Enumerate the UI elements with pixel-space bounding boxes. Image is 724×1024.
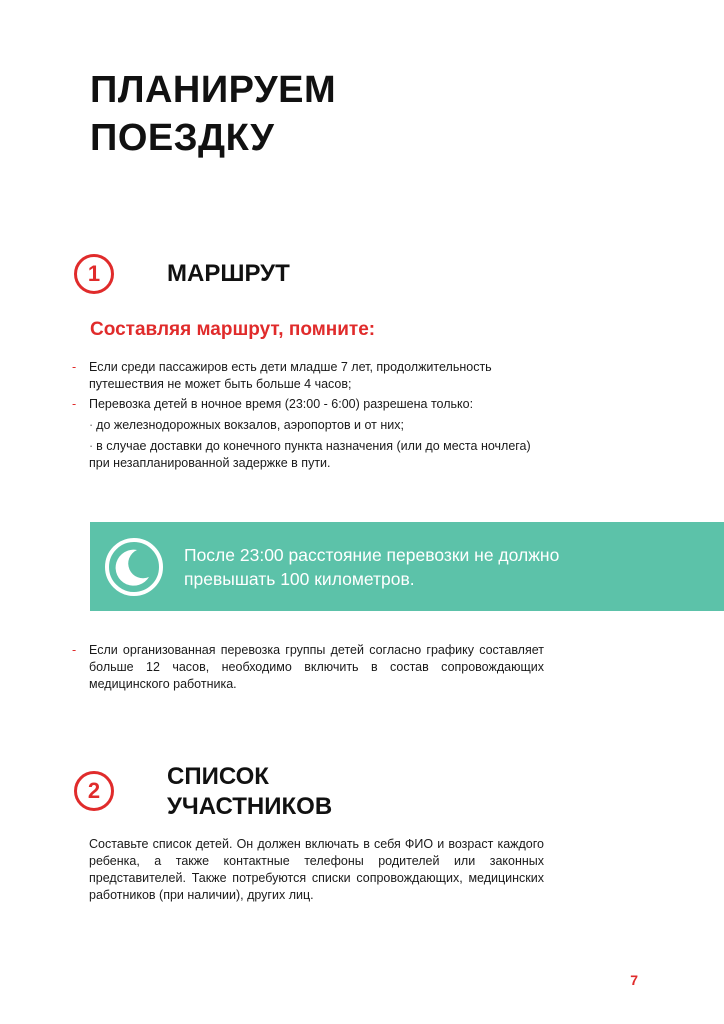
page-number: 7: [630, 972, 638, 988]
moon-icon: [104, 537, 164, 597]
list-subitem-text: до железнодорожных вокзалов, аэропортов и от них;: [96, 418, 404, 432]
dot-bullet: ·: [89, 418, 94, 432]
notice-text: [184, 543, 559, 591]
medical-rule-list: [72, 642, 544, 696]
notice-line: После 23:00 расстояние перевозки не должно: [184, 544, 560, 565]
section-number-2: 2: [74, 771, 114, 811]
list-item-text: Перевозка детей в ночное время (23:00 - 6:00) разрешена только:: [89, 397, 474, 411]
section-title-route: МАРШРУТ: [167, 260, 290, 287]
section-title-line: СПИСОК: [167, 763, 269, 790]
list-subitem: [72, 417, 544, 434]
dash-bullet: -: [72, 397, 77, 411]
list-subitem-text: в случае доставки до конечного пункта назначения (или до места ночлега) при незапланированной задержке в пути.: [89, 439, 531, 470]
notice-line: превышать 100 километров.: [184, 568, 415, 589]
list-item: [72, 396, 544, 413]
list-item: [72, 642, 544, 693]
section-number-1: 1: [74, 254, 114, 294]
list-item: [72, 359, 544, 393]
section-title-participants: [167, 762, 332, 822]
section-title-line: УЧАСТНИКОВ: [167, 793, 333, 820]
dash-bullet: -: [72, 643, 77, 657]
dot-bullet: ·: [89, 439, 94, 453]
night-notice-banner: [90, 522, 724, 611]
participants-paragraph: Составьте список детей. Он должен включать в себя ФИО и возраст каждого ребенка, а также контактные телефоны родителей или законных представителей. Также потребуются списки сопровождающих, медицинских работников (при наличии), других лиц.: [89, 837, 544, 902]
list-item-text: Если организованная перевозка группы детей согласно графику составляет больше 12 часов, необходимо включить в состав сопровождающих медицинского работника.: [89, 643, 544, 691]
list-subitem: [72, 438, 544, 472]
page-title: [90, 66, 336, 162]
page-title-line: ПОЕЗДКУ: [90, 117, 275, 159]
list-item-text: Если среди пассажиров есть дети младше 7 лет, продолжительность путешествия не может быть больше 4 часов;: [89, 360, 492, 391]
route-rules-list: [72, 359, 544, 475]
route-subheading: Составляя маршрут, помните:: [90, 319, 376, 340]
page-title-line: ПЛАНИРУЕМ: [90, 69, 337, 111]
dash-bullet: -: [72, 360, 77, 374]
